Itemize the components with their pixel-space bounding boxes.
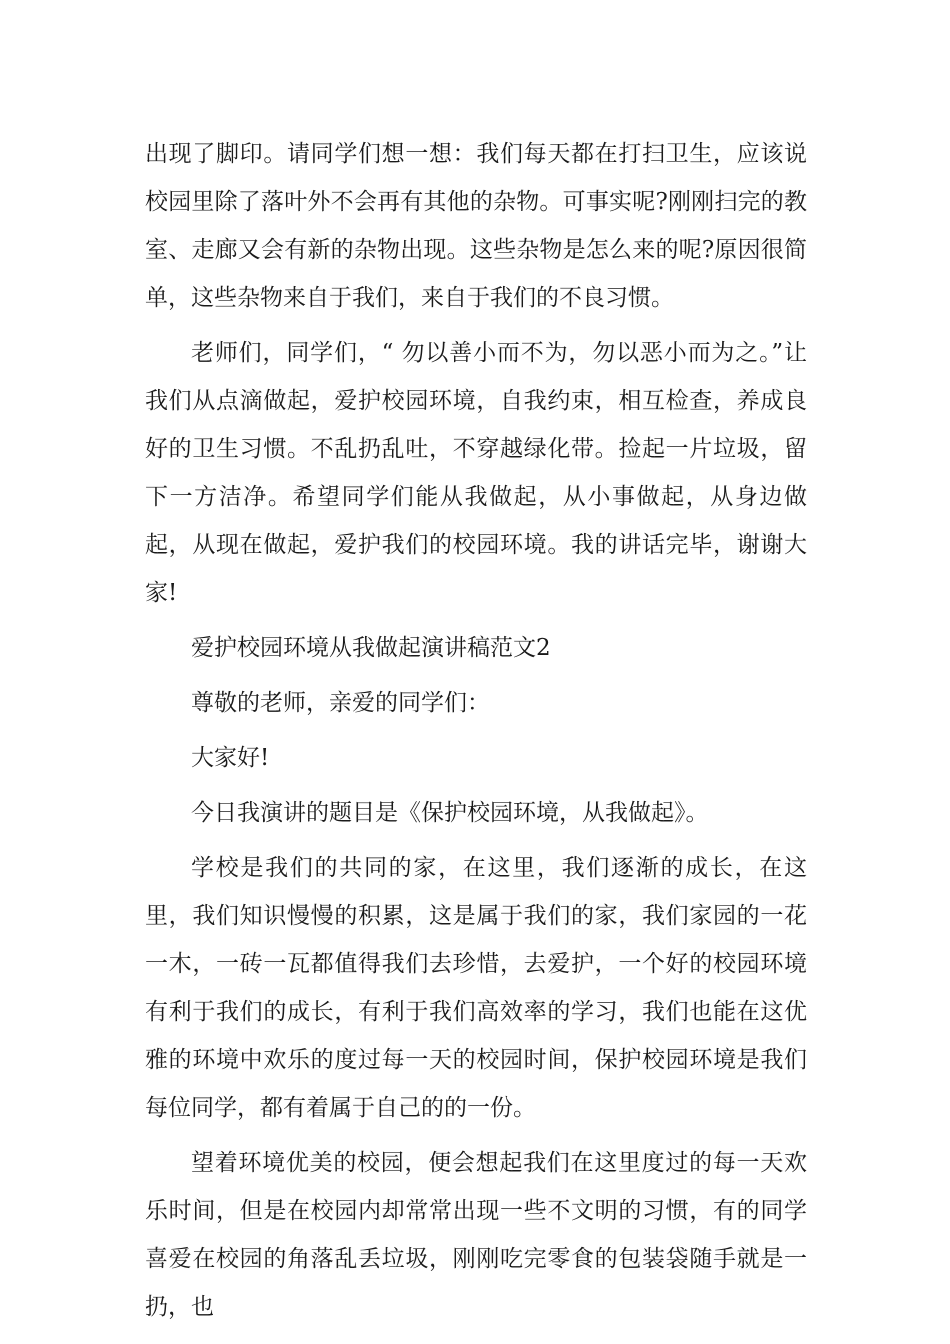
paragraph-closing: 老师们，同学们，“ 勿以善小而不为，勿以恶小而为之。”让我们从点滴做起，爱护校园环境，自我约束，相互检查，养成良好的卫生习惯。不乱扔乱吐，不穿越绿化带。捡起一片垃圾，留下一方洁净。希望同学们能从我做起，从小事做起，从身边做起，从现在做起，爱护我们的校园环境。我的讲话完毕，谢谢大家! [145, 340, 807, 606]
speech-topic: 今日我演讲的题目是《保护校园环境，从我做起》。 [191, 800, 709, 826]
paragraph-school-home: 学校是我们的共同的家，在这里，我们逐渐的成长，在这里，我们知识慢慢的积累，这是属于我们的家，我们家园的一花一木，一砖一瓦都值得我们去珍惜，去爱护，一个好的校园环境有利于我们的成长，有利于我们高效率的学习，我们也能在这优雅的环境中欢乐的度过每一天的校园时间，保护校园环境是我们每位同学，都有着属于自己的的一份。 [145, 855, 807, 1121]
document-body [145, 130, 807, 1338]
paragraph-continuation: 出现了脚印。请同学们想一想：我们每天都在打扫卫生，应该说校园里除了落叶外不会再有其他的杂物。可事实呢?刚刚扫完的教室、走廊又会有新的杂物出现。这些杂物是怎么来的呢?原因很简单，这些杂物来自于我们，来自于我们的不良习惯。 [145, 141, 807, 311]
salutation: 尊敬的老师，亲爱的同学们： [191, 690, 490, 716]
section-title: 爱护校园环境从我做起演讲稿范文2 [191, 635, 551, 661]
greeting: 大家好! [191, 745, 270, 771]
paragraph-campus-habits: 望着环境优美的校园，便会想起我们在这里度过的每一天欢乐时间，但是在校园内却常常出现一些不文明的习惯，有的同学喜爱在校园的角落乱丢垃圾，刚刚吃完零食的包装袋随手就是一扔，也 [145, 1150, 807, 1320]
